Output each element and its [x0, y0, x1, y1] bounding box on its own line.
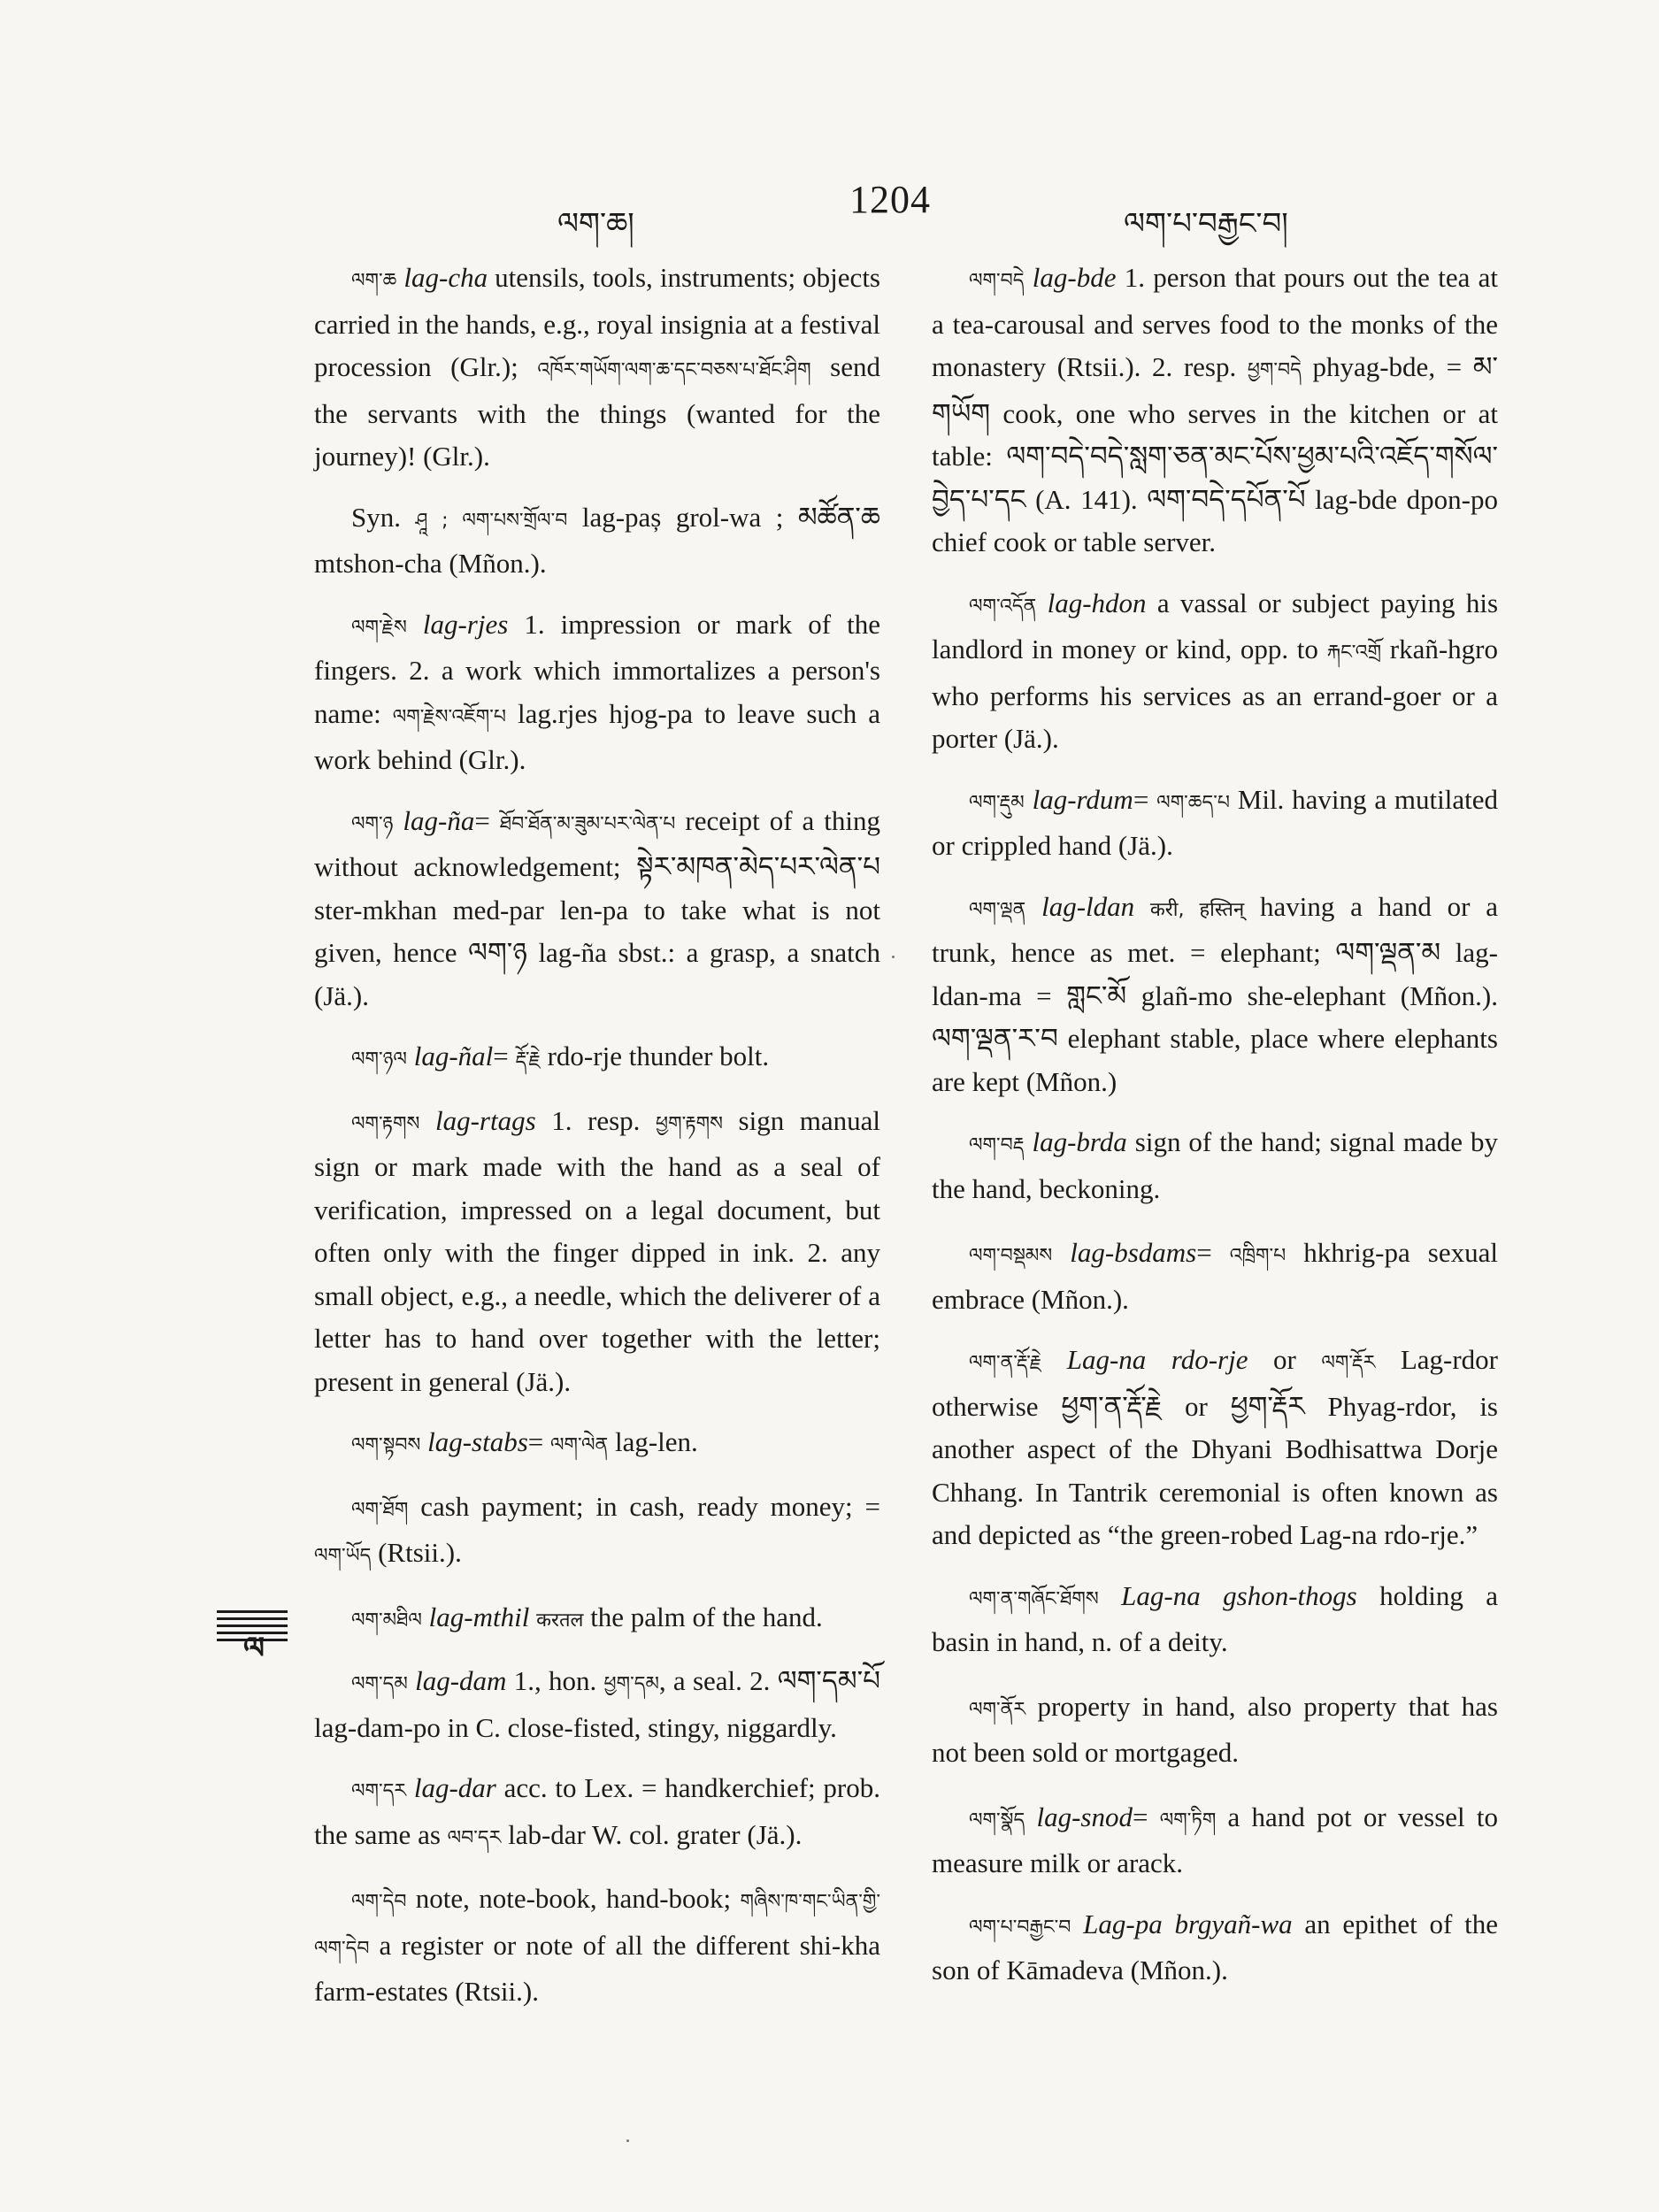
header-right-word: ལག་པ་བརྒྱང་བ།	[1124, 206, 1288, 242]
headword-roman: lag-hdon	[1047, 587, 1147, 618]
headword-tibetan: ལག་དར	[351, 1780, 407, 1802]
headword-tibetan: ལག་དམ	[351, 1673, 408, 1695]
definition-text	[529, 1601, 536, 1632]
page-header	[301, 177, 1451, 242]
definition-text: or	[1248, 1344, 1322, 1375]
definition-text-cont: the palm of the hand.	[583, 1601, 823, 1632]
entry-lag-na-gshon-thogs	[932, 1575, 1498, 1668]
headword-tibetan: ལག་འདོན	[969, 595, 1037, 618]
headword-roman: lag-rtags	[434, 1104, 536, 1136]
example-tibetan: ལག་ཡོད	[314, 1545, 372, 1567]
definition-text: property in hand, also property that has not been sold or mortgaged.	[932, 1690, 1498, 1768]
definition-text: holding a basin in hand, n. of a deity.	[932, 1579, 1498, 1657]
entry-lag-hdon	[932, 582, 1498, 761]
entry-lag-stabs	[314, 1421, 880, 1468]
definition-text-cont: phyag-bde, = མ་གཡོག cook, one who serves in the kitchen or at table: ལག་བདེ་བདེ་སླག་ཅན་མང་པོས་ཕྱམ་པའི་འཇོད་གསོལ་བྱེད་པ་དང (A. 141). ལག་བདེ་དཔོན་པོ lag-bde dpon-po chief cook or table server.	[932, 351, 1498, 557]
entry-lag-cha	[314, 257, 880, 479]
headword-tibetan: ལག་པ་བརྒྱང་བ	[969, 1916, 1071, 1939]
definition-text	[1134, 891, 1150, 922]
entry-lag-rdum	[932, 779, 1498, 868]
headword-tibetan: ལག་བདེ	[969, 270, 1025, 292]
print-speck	[626, 2139, 629, 2142]
definition-text-cont: receipt of a thing without acknowledgement; སྟེར་མཁན་མེད་པར་ལེན་པ ster-mkhan med-par len-pa to take what is not given, hence ལག་ཉ lag-ña sbst.: a grasp, a snatch (Jä.).	[314, 804, 880, 1011]
definition-text: =	[527, 1426, 551, 1457]
entry-lag-rjes	[314, 603, 880, 782]
definition-text: =	[474, 804, 500, 836]
headword-tibetan: ལག་མཐིལ	[351, 1609, 422, 1632]
definition-text-cont: lag-paș grol-wa ; མཚོན་ཆ mtshon-cha (Mñon.).	[314, 501, 880, 579]
definition-text-cont: rkañ-hgro who performs his services as an errand-goer or a porter (Jä.).	[932, 634, 1499, 754]
example-tibetan: འཁོར་གཡོག་ལག་ཆ་དང་བཅས་པ་ཐོང་ཤིག	[537, 359, 811, 381]
example-tibetan: ལག་ཆད་པ	[1156, 791, 1230, 814]
headword-roman: lag-stabs	[427, 1426, 528, 1457]
definition-text: 1. resp.	[535, 1104, 656, 1136]
example-tibetan: करतल	[536, 1609, 584, 1632]
definition-text: cash payment; in cash, ready money; =	[408, 1490, 880, 1522]
headword-roman: lag-cha	[403, 262, 488, 293]
entry-lag-deb	[314, 1878, 880, 2014]
headword-tibetan: ལག་རྡུམ	[969, 791, 1025, 814]
definition-text-cont: Mil. having a mutilated or crippled hand (Jä.).	[932, 783, 1499, 861]
headword-roman: lag-rjes	[422, 608, 509, 640]
definition-text-cont: rdo-rje thunder bolt.	[540, 1041, 770, 1071]
definition-text: 1. person that pours out the tea at a tea-carousal and serves food to the monks of the monastery (Rtsii.). 2. resp.	[932, 262, 1499, 382]
right-column	[932, 257, 1498, 2014]
headword-tibetan: ལག་རྟགས	[351, 1112, 420, 1135]
headword-roman: lag-bde	[1032, 262, 1117, 293]
entry-lag-bsdams	[932, 1232, 1498, 1321]
margin-letter-mark	[217, 1610, 288, 1666]
definition-text: =	[493, 1041, 516, 1071]
example-tibetan: གཞིས་ཁ་གང་ཡིན་གྱི་ལག་དེབ	[314, 1891, 880, 1960]
example-tibetan: ཕྱག་དམ	[603, 1673, 659, 1695]
headword-roman: lag-ñal	[413, 1041, 494, 1071]
left-column	[314, 257, 880, 2032]
definition-text: Syn.	[351, 501, 416, 533]
example-tibetan: ལག་ལེན	[550, 1434, 609, 1456]
definition-text-cont: sign manual sign or mark made with the hand as a seal of verification, impressed on a legal document, but often only with the finger dipped in ink. 2. any small object, e.g., a needle, which the deliverer of a letter has to hand over together with the letter; present in general (Jä.).	[314, 1104, 881, 1397]
headword-tibetan: ལག་ཉལ	[351, 1048, 407, 1071]
definition-text: =	[1132, 1801, 1160, 1832]
entry-lag-brda	[932, 1121, 1498, 1214]
headword-roman: lag-dam	[415, 1665, 507, 1696]
definition-text: an epithet of the son of Kāmadeva (Mñon.).	[932, 1908, 1498, 1985]
entry-lag-ldan	[932, 886, 1498, 1104]
entry-lag-dar	[314, 1767, 880, 1860]
definition-text: =	[1196, 1237, 1230, 1268]
definition-text: =	[1133, 783, 1157, 815]
entry-lag-mthil	[314, 1596, 880, 1643]
definition-text-cont: Lag-rdor otherwise ཕྱག་ན་རྡོ་རྗེ or ཕྱག་རྡོར Phyag-rdor, is another aspect of the Dhyani Bodhisattwa Dorje Chhang. In Tantrik ceremonial is often known as and depicted as “the green-robed Lag-na rdo-rje.”	[932, 1344, 1498, 1550]
example-tibetan: ལབ་དར	[447, 1826, 502, 1849]
headword-tibetan: ལག་ཆ	[351, 270, 397, 292]
entry-lag-na	[314, 800, 880, 1018]
headword-tibetan: ལག་རྗེས	[351, 616, 407, 639]
definition-text-cont: lab-dar W. col. grater (Jä.).	[501, 1818, 803, 1850]
entry-lag-dam	[314, 1660, 880, 1749]
definition-text: 1., hon.	[506, 1665, 604, 1696]
definition-text-cont: (Rtsii.).	[371, 1537, 462, 1568]
headword-tibetan: ལག་ཐོག	[351, 1498, 409, 1521]
entry-lag-rtags	[314, 1100, 880, 1404]
headword-roman: lag-mthil	[428, 1601, 530, 1632]
example-tibetan: འཁྲིག་པ	[1229, 1245, 1286, 1267]
entry-lag-pa-brgyan-wa	[932, 1903, 1498, 1996]
entry-lag-snod	[932, 1796, 1498, 1886]
definition-text: sign of the hand; signal made by the hand, beckoning.	[932, 1126, 1498, 1204]
entry-lag-bde	[932, 257, 1498, 565]
headword-tibetan: ལག་ལྡན	[969, 898, 1026, 921]
entry-lag-nal	[314, 1035, 880, 1082]
definition-text-cont: lag-len.	[608, 1426, 698, 1457]
example-tibetan: རྡོ་རྗེ	[515, 1048, 541, 1071]
headword-tibetan: ལག་དེབ	[351, 1891, 407, 1913]
headword-tibetan: ལག་སྣོད	[969, 1809, 1025, 1832]
header-left-word: ལག་ཆ།	[557, 206, 634, 242]
example-tibetan: ལག་ཏིག	[1159, 1809, 1217, 1832]
print-speck	[892, 956, 895, 958]
headword-roman: lag-ldan	[1041, 890, 1135, 922]
entry-lag-na-rdo-rje	[932, 1339, 1498, 1557]
headword-roman: lag-bsdams	[1070, 1237, 1197, 1268]
headword-roman: Lag-pa brgyañ-wa	[1083, 1908, 1293, 1939]
headword-tibetan: ལག་བརྡ	[969, 1134, 1025, 1156]
definition-text-cont: hkhrig-pa sexual embrace (Mñon.).	[932, 1237, 1498, 1315]
example-tibetan: ལག་རྡོར	[1321, 1352, 1376, 1374]
definition-text-cont: lag.rjes hjog-pa to leave such a work behind (Glr.).	[314, 697, 880, 775]
definition-text: utensils, tools, instruments; objects carried in the hands, e.g., royal insignia at a festival procession (Glr.);	[314, 262, 880, 382]
definition-text-cont: a register or note of all the different shi-kha farm-estates (Rtsii.).	[314, 1929, 880, 2007]
mark-rule	[217, 1610, 288, 1613]
definition-text: a vassal or subject paying his landlord in money or kind, opp. to	[932, 587, 1499, 664]
headword-roman: lag-ña	[403, 804, 475, 836]
example-tibetan: ཤཱ ; ལག་པས་གྲོལ་བ	[415, 509, 568, 532]
definition-text-cont: a hand pot or vessel to measure milk or arack.	[932, 1801, 1499, 1878]
headword-tibetan: ལག་ན་གཞོང་ཐོགས	[969, 1587, 1099, 1610]
entry-lag-thog	[314, 1486, 880, 1578]
definition-text-cont: send the servants with the things (wanted for the journey)! (Glr.).	[314, 351, 880, 472]
headword-tibetan: ལག་ཉ	[351, 812, 394, 835]
example-tibetan: ཐོབ་ཐོན་མ་ཟུམ་པར་ལེན་པ	[499, 812, 676, 835]
definition-text: acc. to Lex. = handkerchief; prob. the same as	[314, 1772, 880, 1850]
definition-text: note, note-book, hand-book;	[406, 1883, 741, 1914]
headword-roman: lag-brda	[1032, 1126, 1127, 1157]
example-tibetan: करी, हस्तिन्	[1149, 898, 1245, 921]
definition-text-cont: , a seal. 2. ལག་དམ་པོ lag-dam-po in C. close-fisted, stingy, niggardly.	[314, 1665, 881, 1743]
example-tibetan: ཕྱག་རྟགས	[656, 1112, 723, 1135]
headword-tibetan: ལག་ནོར	[969, 1698, 1026, 1721]
page-number: 1204	[849, 178, 931, 221]
headword-roman: lag-dar	[413, 1772, 496, 1803]
example-tibetan: ལག་རྗེས་འཇོག་པ	[392, 705, 506, 728]
headword-tibetan: ལག་སྟབས	[351, 1434, 421, 1456]
example-tibetan: ཕྱག་བདེ	[1247, 359, 1302, 381]
entry-lag-nor	[932, 1686, 1498, 1778]
headword-roman: lag-rdum	[1032, 783, 1133, 815]
headword-roman: lag-snod	[1036, 1801, 1133, 1832]
definition-text: 1. impression or mark of the fingers. 2. a work which immortalizes a person's name:	[314, 608, 881, 729]
headword-tibetan: ལག་བསྡམས	[969, 1245, 1053, 1267]
entry-syn	[314, 496, 880, 586]
headword-roman: Lag-na gshon-thogs	[1121, 1579, 1357, 1611]
example-tibetan: རྐང་འགྲོ	[1326, 641, 1382, 664]
definition-text-cont: having a hand or a trunk, hence as met. = elephant; ལག་ལྡན་མ lag-ldan-ma = གླང་མོ glañ-mo she-elephant (Mñon.). ལག་ལྡན་ར་བ elephant stable, place where elephants are kept (Mñon.)	[932, 890, 1498, 1097]
headword-roman: Lag-na rdo-rje	[1066, 1344, 1248, 1375]
headword-tibetan: ལག་ན་རྡོ་རྗེ	[969, 1352, 1042, 1374]
margin-letter: ལ	[243, 1631, 265, 1666]
